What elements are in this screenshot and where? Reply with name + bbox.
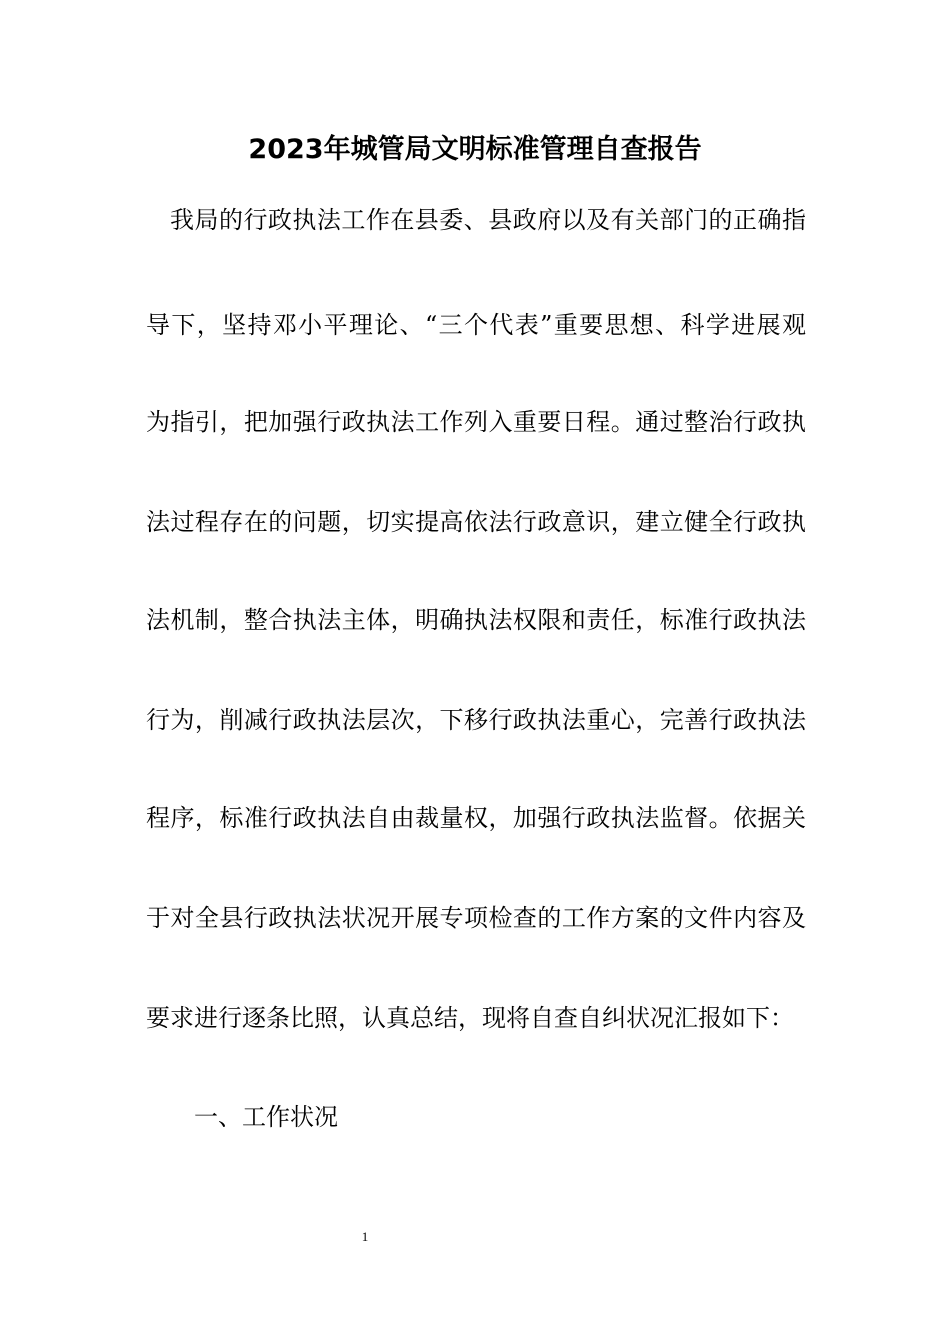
paragraph-line: 导下，坚持邓小平理论、“三个代表”重要思想、科学进展观 — [146, 311, 806, 339]
paragraph-line: 行为，削减行政执法层次，下移行政执法重心，完善行政执法 — [146, 706, 806, 734]
paragraph-line: 为指引，把加强行政执法工作列入重要日程。通过整治行政执 — [146, 408, 806, 436]
document-title: 2023年城管局文明标准管理自查报告 — [248, 134, 702, 165]
paragraph-line: 我局的行政执法工作在县委、县政府以及有关部门的正确指 — [170, 206, 806, 234]
paragraph-line: 程序，标准行政执法自由裁量权，加强行政执法监督。依据关 — [146, 804, 806, 832]
page-number: 1 — [361, 1229, 369, 1244]
paragraph-line: 法过程存在的问题，切实提高依法行政意识，建立健全行政执 — [146, 508, 806, 536]
paragraph-line: 法机制，整合执法主体，明确执法权限和责任，标准行政执法 — [146, 606, 806, 634]
section-heading: 一、工作状况 — [194, 1103, 338, 1131]
paragraph-line: 要求进行逐条比照，认真总结，现将自查自纠状况汇报如下： — [146, 1004, 794, 1032]
paragraph-line: 于对全县行政执法状况开展专项检查的工作方案的文件内容及 — [146, 904, 806, 932]
